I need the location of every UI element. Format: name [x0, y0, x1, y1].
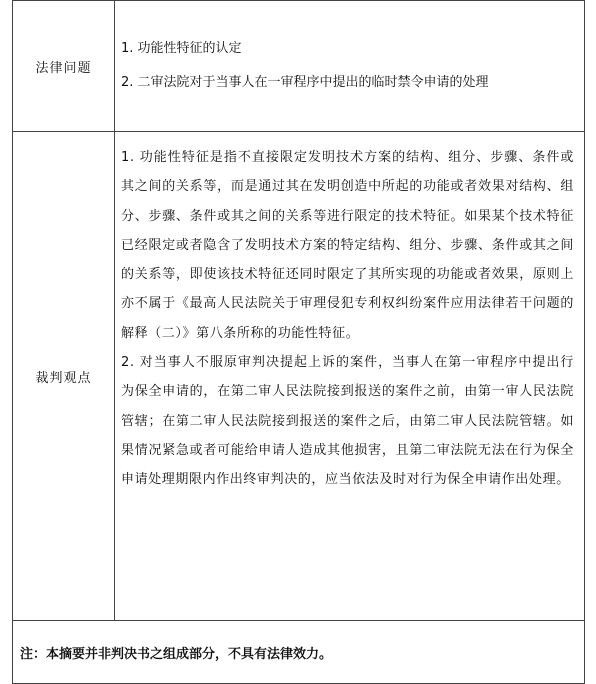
legal-issue-item-2: 2. 二审法院对于当事人在一审程序中提出的临时禁令申请的处理 [121, 75, 489, 90]
judgment-opinion-paragraph-1: 1. 功能性特征是指不直接限定发明技术方案的结构、组分、步骤、条件或其之间的关系等，而是通过其在发明创造中所起的功能或者效果对结构、组分、步骤、条件或其之间的关系等进行限定的技术特征。如果某个技术特征已经限定或者隐含了发明技术方案的特定结构、组分、步骤、条件或其之间的关系等，即使该技术特征还同时限定了其所实现的功能或者效果，原则上亦不属于《最高人民法院关于审理侵犯专利权纠纷案件应用法律若干问题的解释（二）》第八条所称的功能性特征。 [121, 150, 574, 341]
judgment-opinion-text [115, 132, 584, 620]
legal-issue-list [115, 39, 584, 93]
disclaimer-note: 注：本摘要并非判决书之组成部分，不具有法律效力。 [13, 621, 585, 684]
case-summary-table [12, 0, 585, 684]
legal-issue-item-1: 1. 功能性特征的认定 [121, 41, 242, 56]
judgment-opinion-label: 裁判观点 [13, 132, 115, 621]
judgment-opinion-row [13, 132, 585, 621]
legal-issue-content [115, 1, 585, 132]
disclaimer-row [13, 621, 585, 684]
legal-issue-row [13, 1, 585, 132]
judgment-opinion-content [115, 132, 585, 621]
legal-issue-label: 法律问题 [13, 1, 115, 132]
judgment-opinion-paragraph-2: 2. 对当事人不服原审判决提起上诉的案件，当事人在第一审程序中提出行为保全申请的，在第二审人民法院接到报送的案件之前，由第一审人民法院管辖；在第二审人民法院接到报送的案件之后，由第二审人民法院管辖。如果情况紧急或者可能给申请人造成其他损害，且第二审法院无法在行为保全申请处理期限内作出终审判决的，应当依法及时对行为保全申请作出处理。 [121, 355, 574, 488]
